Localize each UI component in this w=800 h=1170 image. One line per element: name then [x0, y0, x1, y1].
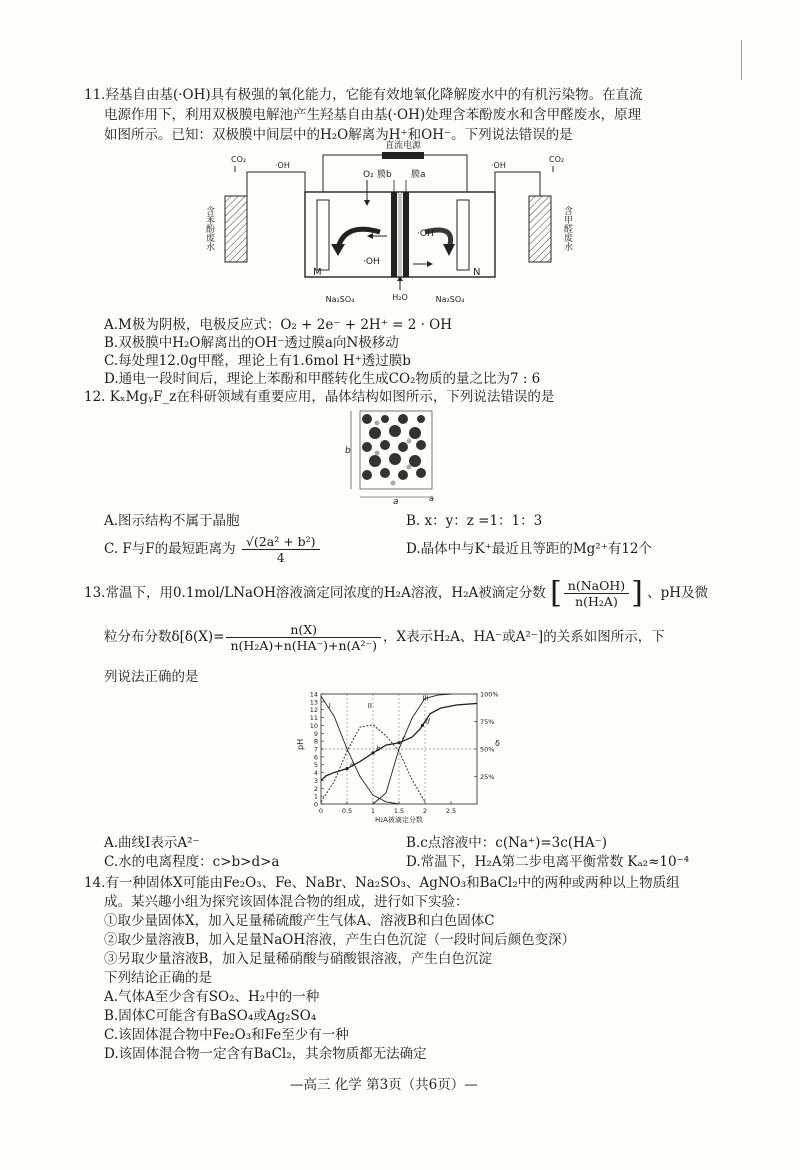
y-tick-label: 3: [313, 776, 318, 785]
na2so4-right-label: Na₂SO₄: [435, 295, 465, 304]
q13-stem-line1: [84, 575, 709, 611]
y-tick-label: 11: [309, 714, 318, 723]
q14-step3: ③另取少量溶液B，加入足量稀硝酸与硝酸银溶液，产生白色沉淀: [104, 951, 492, 967]
q11-option-b: B.双极膜中H₂O解离出的OH⁻透过膜a向N极移动: [104, 335, 399, 351]
q14-ask: 下列结论正确的是: [104, 970, 212, 986]
oh-left-label: ·OH: [275, 161, 290, 170]
co2-left-label: CO₂: [231, 155, 247, 164]
crystal-b-label: b: [345, 446, 351, 456]
curve-label: III: [422, 694, 429, 703]
q13-stem-tail1: 、pH及微: [647, 585, 709, 601]
point-label-d: d: [425, 717, 430, 726]
q14-option-b: B.固体C可能含有BaSO₄或Ag₂SO₄: [104, 1008, 317, 1024]
right-tick-label: 100%: [480, 690, 499, 699]
q13-option-d: D.常温下，H₂A第二步电离平衡常数 Kₐ₂≈10⁻⁴: [406, 854, 690, 870]
point-label-b: b: [376, 744, 381, 753]
q12-option-b: B. x：y：z =1：1：3: [406, 513, 543, 529]
q11-option-a: A.M极为阴极，电极反应式：O₂ + 2e⁻ + 2H⁺ = 2 · OH: [104, 317, 453, 333]
y-tick-label: 7: [313, 745, 318, 754]
chart-right-label: δ: [495, 739, 500, 748]
chart-xlabel: H₂A被滴定分数: [375, 816, 423, 824]
q13-stem-text1: 13.常温下，用0.1mol/LNaOH溶液滴定同浓度的H₂A溶液，H₂A被滴定分数: [84, 585, 546, 601]
crystal-a-label: a: [393, 497, 399, 505]
q12-option-c-text: C. F与F的最短距离为: [104, 541, 236, 557]
q12-option-c-fraction: [242, 534, 320, 565]
q14-option-a: A.气体A至少含有SO₂、H₂中的一种: [104, 989, 320, 1005]
power-supply-icon: [382, 152, 424, 159]
power-label: 直流电源: [384, 141, 422, 151]
y-tick-label: 0: [313, 800, 318, 809]
right-tick-label: 50%: [480, 745, 495, 754]
y-tick-label: 5: [313, 761, 318, 770]
q14-option-d: D.该固体混合物一定含有BaCl₂，其余物质都无法确定: [104, 1046, 427, 1062]
x-tick-label: 0.5: [341, 807, 353, 815]
q11-line1: 11.羟基自由基(·OH)具有极强的氧化能力，它能有效地氧化降解废水中的有机污染物。在直流: [84, 87, 643, 103]
y-tick-label: 8: [313, 737, 318, 746]
oh-right-label: ·OH: [491, 161, 506, 170]
y-tick-label: 9: [313, 729, 318, 738]
q13-option-b: B.c点溶液中：c(Na⁺)=3c(HA⁻): [406, 835, 607, 851]
q13-frac1-numerator: n(NaOH): [564, 578, 629, 594]
oh-inner-right: ·OH: [417, 229, 434, 239]
y-tick-label: 12: [309, 706, 318, 715]
y-tick-label: 6: [313, 753, 318, 762]
electrode-m-label: M: [313, 267, 322, 278]
right-tick-label: 75%: [480, 718, 495, 726]
q14-step2: ②取少量溶液B，加入足量NaOH溶液，产生白色沉淀（一段时间后颜色变深）: [104, 932, 576, 948]
q13-stem-tail2: ，X表示H₂A、HA⁻或A²⁻]的关系如图所示，下: [382, 629, 665, 645]
y-tick-label: 4: [313, 769, 318, 778]
q12-stem: 12. KₓMgᵧF_z在科研领域有重要应用，晶体结构如图所示，下列说法错误的是: [84, 389, 555, 405]
q14-step1: ①取少量固体X，加入足量稀硫酸产生气体A、溶液B和白色固体C: [104, 913, 495, 929]
scan-edge-mark: [741, 40, 742, 80]
q12-option-c-numerator: √(2a² + b²): [242, 534, 320, 550]
x-tick-label: 2.5: [445, 807, 457, 815]
q13-frac2-denominator: n(H₂A)+n(HA⁻)+n(A²⁻): [230, 638, 377, 653]
series-III: [373, 694, 451, 804]
membrane-b-shape: [391, 192, 397, 277]
point-c: [397, 741, 400, 744]
point-a: [345, 767, 348, 770]
na2so4-left-label: Na₂SO₄: [325, 295, 355, 304]
page-footer: —高三 化学 第3页（共6页）—: [290, 1077, 478, 1093]
q13-stem-line2: [104, 622, 665, 653]
y-tick-label: 14: [309, 690, 318, 699]
crystal-a2-label: a: [429, 494, 434, 503]
q13-stem-text2: 粒分布分数δ[δ(X)=: [104, 629, 225, 645]
q13-option-a: A.曲线Ⅰ表示A²⁻: [104, 835, 200, 851]
q13-distribution-fraction: [226, 622, 380, 653]
electrolysis-diagram: [195, 140, 595, 310]
q14-option-c: C.该固体混合物中Fe₂O₃和Fe至少有一种: [104, 1027, 349, 1043]
oh-inner-left: ·OH: [363, 257, 380, 267]
y-tick-label: 2: [313, 784, 318, 793]
x-tick-label: 1.5: [393, 807, 405, 815]
membrane-b-label: 膜b: [377, 170, 392, 180]
x-tick-label: 1: [370, 807, 376, 815]
co2-right-label: CO₂: [549, 155, 565, 164]
q13-frac2-numerator: n(X): [226, 622, 380, 638]
q11-line3: 如图所示。已知：双极膜中间层中的H₂O解离为H⁺和OH⁻。下列说法错误的是: [104, 127, 573, 143]
q11-line2: 电源作用下，利用双极膜电解池产生羟基自由基(·OH)处理含苯酚废水和含甲醛废水，原理: [104, 107, 642, 123]
crystal-structure-figure: [345, 405, 455, 505]
q13-stem-line3: 列说法正确的是: [104, 669, 199, 685]
q14-stem-line1: 14.有一种固体X可能由Fe₂O₃、Fe、NaBr、Na₂SO₃、AgNO₃和BaCl₂中的两种或两种以上物质组: [84, 875, 680, 891]
electrode-n-label: N: [473, 267, 481, 278]
chart-ylabel: pH: [296, 738, 305, 750]
q12-option-d: D.晶体中与K⁺最近且等距的Mg²⁺有12个: [406, 541, 653, 557]
q14-stem-line2: 成。某兴趣小组为探究该固体混合物的组成，进行如下实验：: [104, 894, 469, 910]
q12-option-c: [104, 534, 322, 565]
membrane-a-shape: [403, 192, 409, 277]
q12-option-a: A.图示结构不属于晶胞: [104, 513, 240, 529]
point-label-a: a: [350, 760, 355, 769]
open-bracket: [: [550, 575, 562, 611]
q13-titration-fraction: [564, 578, 629, 609]
curve-label: II: [367, 702, 372, 711]
o2-label: O₂: [363, 170, 374, 180]
x-tick-label: 0: [318, 807, 324, 815]
curve-label: I: [328, 702, 331, 711]
close-bracket: ]: [631, 575, 643, 611]
point-label-c: c: [402, 734, 406, 743]
electrode-n: [457, 200, 469, 270]
right-tank: [529, 196, 551, 262]
point-d: [421, 724, 424, 727]
y-tick-label: 10: [309, 721, 318, 730]
left-tank: [225, 196, 247, 262]
q13-option-c: C.水的电离程度：c>b>d>a: [104, 854, 280, 870]
right-tank-label: 含甲醛废水: [562, 206, 572, 251]
water-label: H₂O: [392, 293, 408, 302]
q11-option-d: D.通电一段时间后，理论上苯酚和甲醛转化生成CO₂物质的量之比为7 : 6: [104, 371, 541, 387]
left-tank-label: 含苯酚废水: [204, 206, 214, 251]
point-b: [371, 751, 374, 754]
q13-frac1-denominator: n(H₂A): [575, 594, 618, 609]
y-tick-label: 1: [313, 792, 318, 801]
q12-option-c-denominator: 4: [276, 550, 285, 565]
membrane-a-label: 膜a: [411, 170, 426, 180]
y-tick-label: 13: [309, 698, 318, 707]
right-tick-label: 25%: [480, 773, 495, 781]
electrode-m: [317, 200, 329, 270]
x-tick-label: 2: [422, 807, 428, 815]
q11-option-c: C.每处理12.0g甲醛，理论上有1.6mol H⁺透过膜b: [104, 353, 411, 369]
titration-chart: [295, 686, 505, 826]
